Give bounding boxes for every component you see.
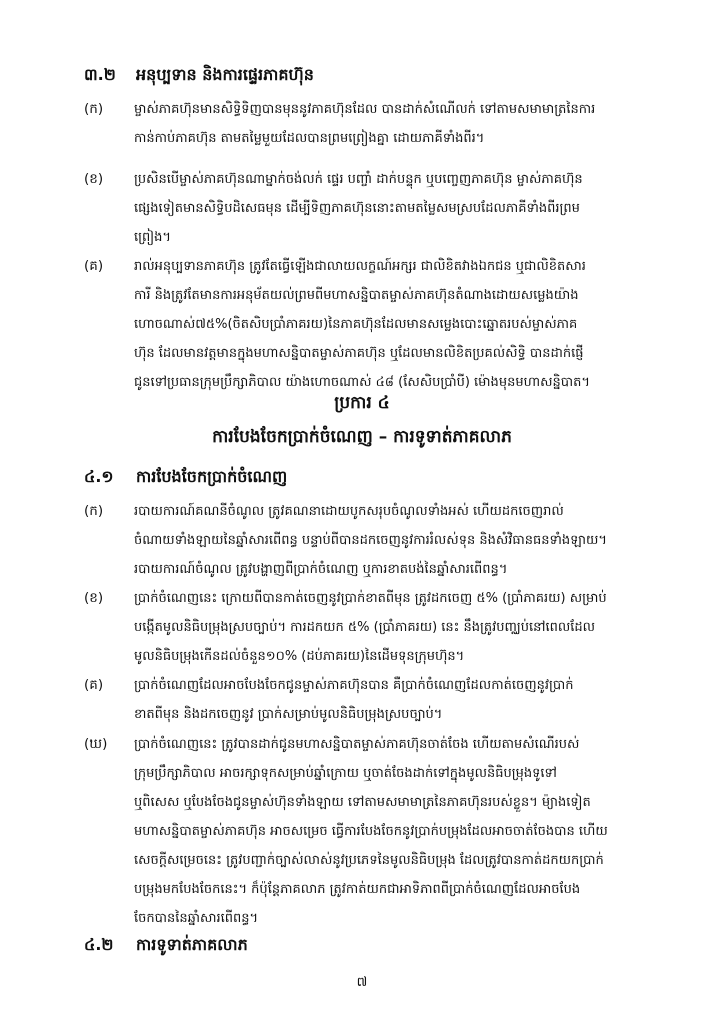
section-heading-4-1 — [84, 466, 287, 490]
paragraph-line: ប្រាក់ចំណេញនេះ ត្រូវបានដាក់ជូនមហាសន្និបាតម្ចាស់ភាគហ៊ុនចាត់ចែង ហើយតាមសំណើរបស់ — [134, 737, 580, 752]
paragraph-line: ឬពិសេស ឬបែងចែងជូនម្ចាស់ហ៊ុនទាំងឡាយ ទៅតាមសមាមាត្រនៃភាគហ៊ុនរបស់ខ្លួន។ ម៉្យាងទៀត — [134, 795, 591, 810]
paragraph-line: ប្រាក់ចំណេញដែលអាចបែងចែកជូនម្ចាស់ភាគហ៊ុនបាន គឺប្រាក់ចំណេញដែលកាត់ចេញនូវប្រាក់ — [134, 678, 574, 693]
paragraph-label: (ក) — [84, 101, 104, 117]
paragraph-label: (គ) — [84, 258, 104, 274]
paragraph-label: (ខ) — [84, 171, 104, 187]
paragraph-line: ព្រៀង។ — [134, 230, 171, 245]
paragraph-line: មូលនិធិបម្រុងកើនដល់ចំនួន១០% (ដប់ភាគរយ)នៃដើមទុនក្រុមហ៊ុន។ — [134, 649, 465, 664]
paragraph-label: (ខ) — [84, 590, 104, 606]
paragraph-line: រាល់អនុប្បទានភាគហ៊ុន ត្រូវតែធ្វើឡើងជាលាយលក្ខណ៍អក្សរ ជាលិខិតវាងឯកជន ឬជាលិខិតសារ — [134, 259, 586, 274]
paragraph-line: បង្កើតមូលនិធិបម្រុងស្របច្បាប់។ ការដកយក ៥% (ប្រាំភាគរយ) នេះ នឹងត្រូវបញ្ឈប់នៅពេលដែល — [134, 620, 596, 635]
section-title: អនុប្បទាន និងការផ្ទេរភាគហ៊ុន — [136, 65, 314, 84]
chapter-number: ប្រការ ៤ — [334, 393, 390, 413]
paragraph-line: របាយការណ៍ចំណូល ត្រូវបង្ហាញពីប្រាក់ចំណេញ ឬការខាតបង់នៃឆ្នាំសារពើពន្ធ។ — [134, 562, 508, 577]
paragraph-label: (គ) — [84, 677, 104, 693]
paragraph-line: កាន់កាប់ភាគហ៊ុន តាមតម្លៃមួយដែលបានព្រមព្រៀងគ្នា ដោយភាគីទាំងពីរ។ — [134, 131, 485, 146]
paragraph-line: បម្រុងមកបែងចែកនេះ។ ក៏ប៉ុន្តែភាគលាភ ត្រូវកាត់យកជាអាទិភាពពីប្រាក់ចំណេញដែលអាចបែង — [134, 882, 581, 897]
paragraph-line: ហោចណាស់៧៥%(ចិតសិបប្រាំភាគរយ)នៃភាគហ៊ុនដែលមានសម្លេងបោះឆ្នោតរបស់ម្ចាស់ភាគ — [134, 317, 578, 332]
paragraph-line: ផ្សេងទៀតមានសិទ្ធិបដិសេធមុន ដើម្បីទិញភាគហ៊ុននោះតាមតម្លៃសមស្របដែលភាគីទាំងពីរព្រម — [134, 201, 580, 216]
paragraph-line: សេចក្តីសម្រេចនេះ ត្រូវបញ្ជាក់ច្បាស់លាស់នូវប្រភេទនៃមូលនិធិបម្រុង ដែលត្រូវបានកាត់ដកយកប្រាក់ — [134, 853, 604, 868]
paragraph-3-2-b — [84, 165, 676, 252]
paragraph-line: ចំណាយទាំងឡាយនៃឆ្នាំសារពើពន្ធ បន្ទាប់ពីបានដកចេញនូវការរំលស់ទុន និងសំវិធានធនទាំងឡាយ។ — [134, 533, 607, 548]
page-number: ៧ — [356, 975, 368, 990]
section-number: ៤.១ — [84, 467, 114, 486]
paragraph-line: ខាតពីមុន និងដកចេញនូវ ប្រាក់សម្រាប់មូលនិធិបម្រុងស្របច្បាប់។ — [134, 707, 443, 722]
section-heading-4-2 — [84, 934, 248, 958]
paragraph-line: របាយការណ៍គណនីចំណូល ត្រូវគណនាដោយបូកសរុបចំណូលទាំងអស់ ហើយដកចេញរាល់ — [134, 504, 564, 519]
paragraph-3-2-a — [84, 95, 676, 153]
paragraph-3-2-c — [84, 252, 676, 397]
chapter-title: ការបែងចែកប្រាក់ចំណេញ – ការទូទាត់ភាគលាភ — [212, 427, 512, 447]
paragraph-line: ហ៊ុន ដែលមានវត្តមានក្នុងមហាសន្និបាតម្ចាស់ភាគហ៊ុន ឬដែលមានលិខិតប្រគល់សិទ្ធិ បានដាក់ផ្ញើ — [134, 346, 584, 361]
paragraph-4-1-c — [84, 671, 676, 729]
paragraph-label: (ឃ) — [84, 736, 108, 752]
paragraph-line: ប្រសិនបើម្ចាស់ភាគហ៊ុនណាម្នាក់ចង់លក់ ផ្ទេរ បញ្ចាំ ដាក់បន្ទុក ឬបញ្ចេញភាគហ៊ុន ម្ចាស់ភាគហ៊ុន — [134, 172, 583, 187]
paragraph-4-1-b — [84, 584, 676, 671]
section-number: ៤.២ — [84, 935, 114, 954]
section-heading-3-2 — [84, 64, 314, 88]
section-number: ៣.២ — [84, 65, 116, 84]
paragraph-4-1-a — [84, 497, 676, 584]
paragraph-line: ជូនទៅប្រធានក្រុមប្រឹក្សាភិបាល យ៉ាងហោចណាស់ ៤៨ (សែសិបប្រាំបី) ម៉ោងមុនមហាសន្និបាត។ — [134, 375, 590, 390]
paragraph-line: ប្រាក់ចំណេញនេះ ក្រោយពីបានកាត់ចេញនូវប្រាក់ខាតពីមុន ត្រូវដកចេញ ៥% (ប្រាំភាគរយ) សម្រាប់ — [134, 591, 607, 606]
section-title: ការបែងចែកប្រាក់ចំណេញ — [136, 467, 288, 486]
section-title: ការទូទាត់ភាគលាភ — [136, 935, 248, 954]
paragraph-label: (ក) — [84, 503, 104, 519]
paragraph-line: ការី និងត្រូវតែមានការអនុម័តយល់ព្រមពីមហាសន្និបាតម្ចាស់ភាគហ៊ុនតំណាងដោយសម្លេងយ៉ាង — [134, 288, 579, 303]
paragraph-line: ម្ចាស់ភាគហ៊ុនមានសិទ្ធិទិញបានមុននូវភាគហ៊ុនដែល បានដាក់សំណើលក់ ទៅតាមសមាមាត្រនៃការ — [134, 102, 596, 117]
paragraph-line: ក្រុមប្រឹក្សាភិបាល អាចរក្សាទុកសម្រាប់ឆ្នាំក្រោយ ឬចាត់ចែងដាក់ទៅក្នុងមូលនិធិបម្រុងទូទៅ — [134, 766, 557, 781]
paragraph-4-1-d — [84, 730, 676, 933]
paragraph-line: ចែកបាននៃឆ្នាំសារពើពន្ធ។ — [134, 911, 259, 926]
paragraph-line: មហាសន្និបាតម្ចាស់ភាគហ៊ុន អាចសម្រេច ធ្វើការបែងចែកនូវប្រាក់បម្រុងដែលអាចចាត់ចែងបាន ហើយ — [134, 824, 608, 839]
